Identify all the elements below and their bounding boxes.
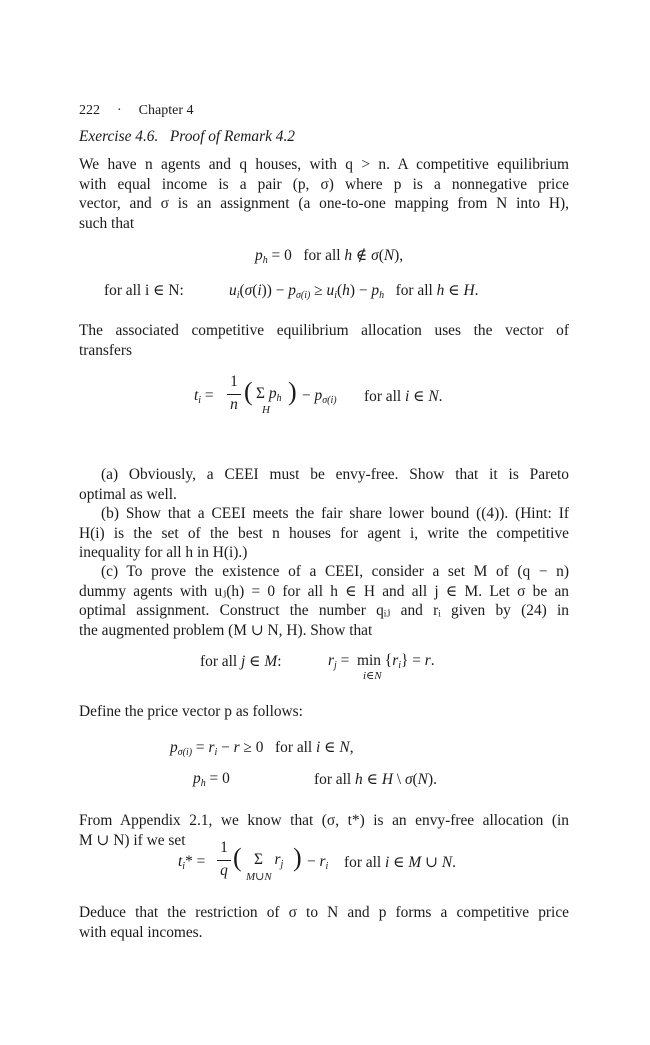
equation-price-zero: $p_h = 0$ for all h ∉ σ(N), (255, 247, 404, 266)
intro-line: with equal income is a pair (p, σ) where p is a nonnegative price (79, 175, 569, 193)
equation-label: for all i ∈ N: (104, 282, 184, 299)
part-c (79, 562, 569, 640)
running-head (79, 103, 194, 119)
conclusion-paragraph (79, 903, 569, 942)
part-c-line: optimal assignment. Construct the number qᵢⱼ and rᵢ given by (24) in (79, 602, 569, 619)
page-number: 222 (79, 103, 100, 118)
part-c-line: the augmented problem (M ∪ N, H). Show that (79, 621, 373, 639)
exercise-title: Exercise 4.6. Proof of Remark 4.2 (79, 128, 295, 145)
intro-line: vector, and σ is an assignment (a one-to-one mapping from N into H), (79, 195, 569, 212)
intro-line: such that (79, 214, 135, 232)
appendix-paragraph (79, 811, 569, 850)
appendix-line: M ∪ N) if we set (79, 831, 186, 849)
part-b (79, 504, 569, 563)
transfers-paragraph (79, 321, 569, 360)
part-c-line: (c) To prove the existence of a CEEI, consider a set M of (q − n) (101, 563, 569, 580)
equation-competitive-inequality: $u_i(\sigma(i)) - p_{\sigma(i)} \ge u_i(h) - p_h$ for all h ∈ H. (229, 282, 479, 301)
conclusion-line: with equal incomes. (79, 923, 203, 941)
intro-paragraph (79, 155, 569, 233)
part-a (79, 465, 569, 504)
intro-line: We have n agents and q houses, with q > n. A competitive equilibrium (79, 156, 569, 173)
chapter-label: Chapter 4 (138, 103, 194, 118)
transfers-line: transfers (79, 341, 132, 359)
appendix-line: From Appendix 2.1, we know that (σ, t*) is an envy-free allocation (in (79, 812, 569, 829)
part-c-line: dummy agents with uⱼ(h) = 0 for all h ∈ H and all j ∈ M. Let σ be an (79, 582, 569, 600)
conclusion-line: Deduce that the restriction of σ to N and p forms a competitive price (79, 904, 569, 921)
define-price-text: Define the price vector p as follows: (79, 703, 303, 720)
transfers-line: The associated competitive equilibrium allocation uses the vector of (79, 322, 569, 339)
part-b-line: (b) Show that a CEEI meets the fair share lower bound ((4)). (Hint: If (101, 505, 569, 522)
part-b-line: inequality for all h in H(i).) (79, 544, 248, 561)
equation-price-assigned: $p_{\sigma(i)} = r_i - r \ge 0$ for all i ∈ N, (170, 739, 354, 758)
part-b-line: H(i) is the set of the best n houses for agent i, write the competitive (79, 524, 569, 542)
equation-price-unassigned: $p_h = 0$ for all h ∈ H \ σ(N). (193, 770, 437, 789)
part-a-line: (a) Obviously, a CEEI must be envy-free. Show that it is Pareto (101, 466, 569, 483)
part-a-line: optimal as well. (79, 485, 177, 503)
header-separator: · (117, 103, 122, 118)
